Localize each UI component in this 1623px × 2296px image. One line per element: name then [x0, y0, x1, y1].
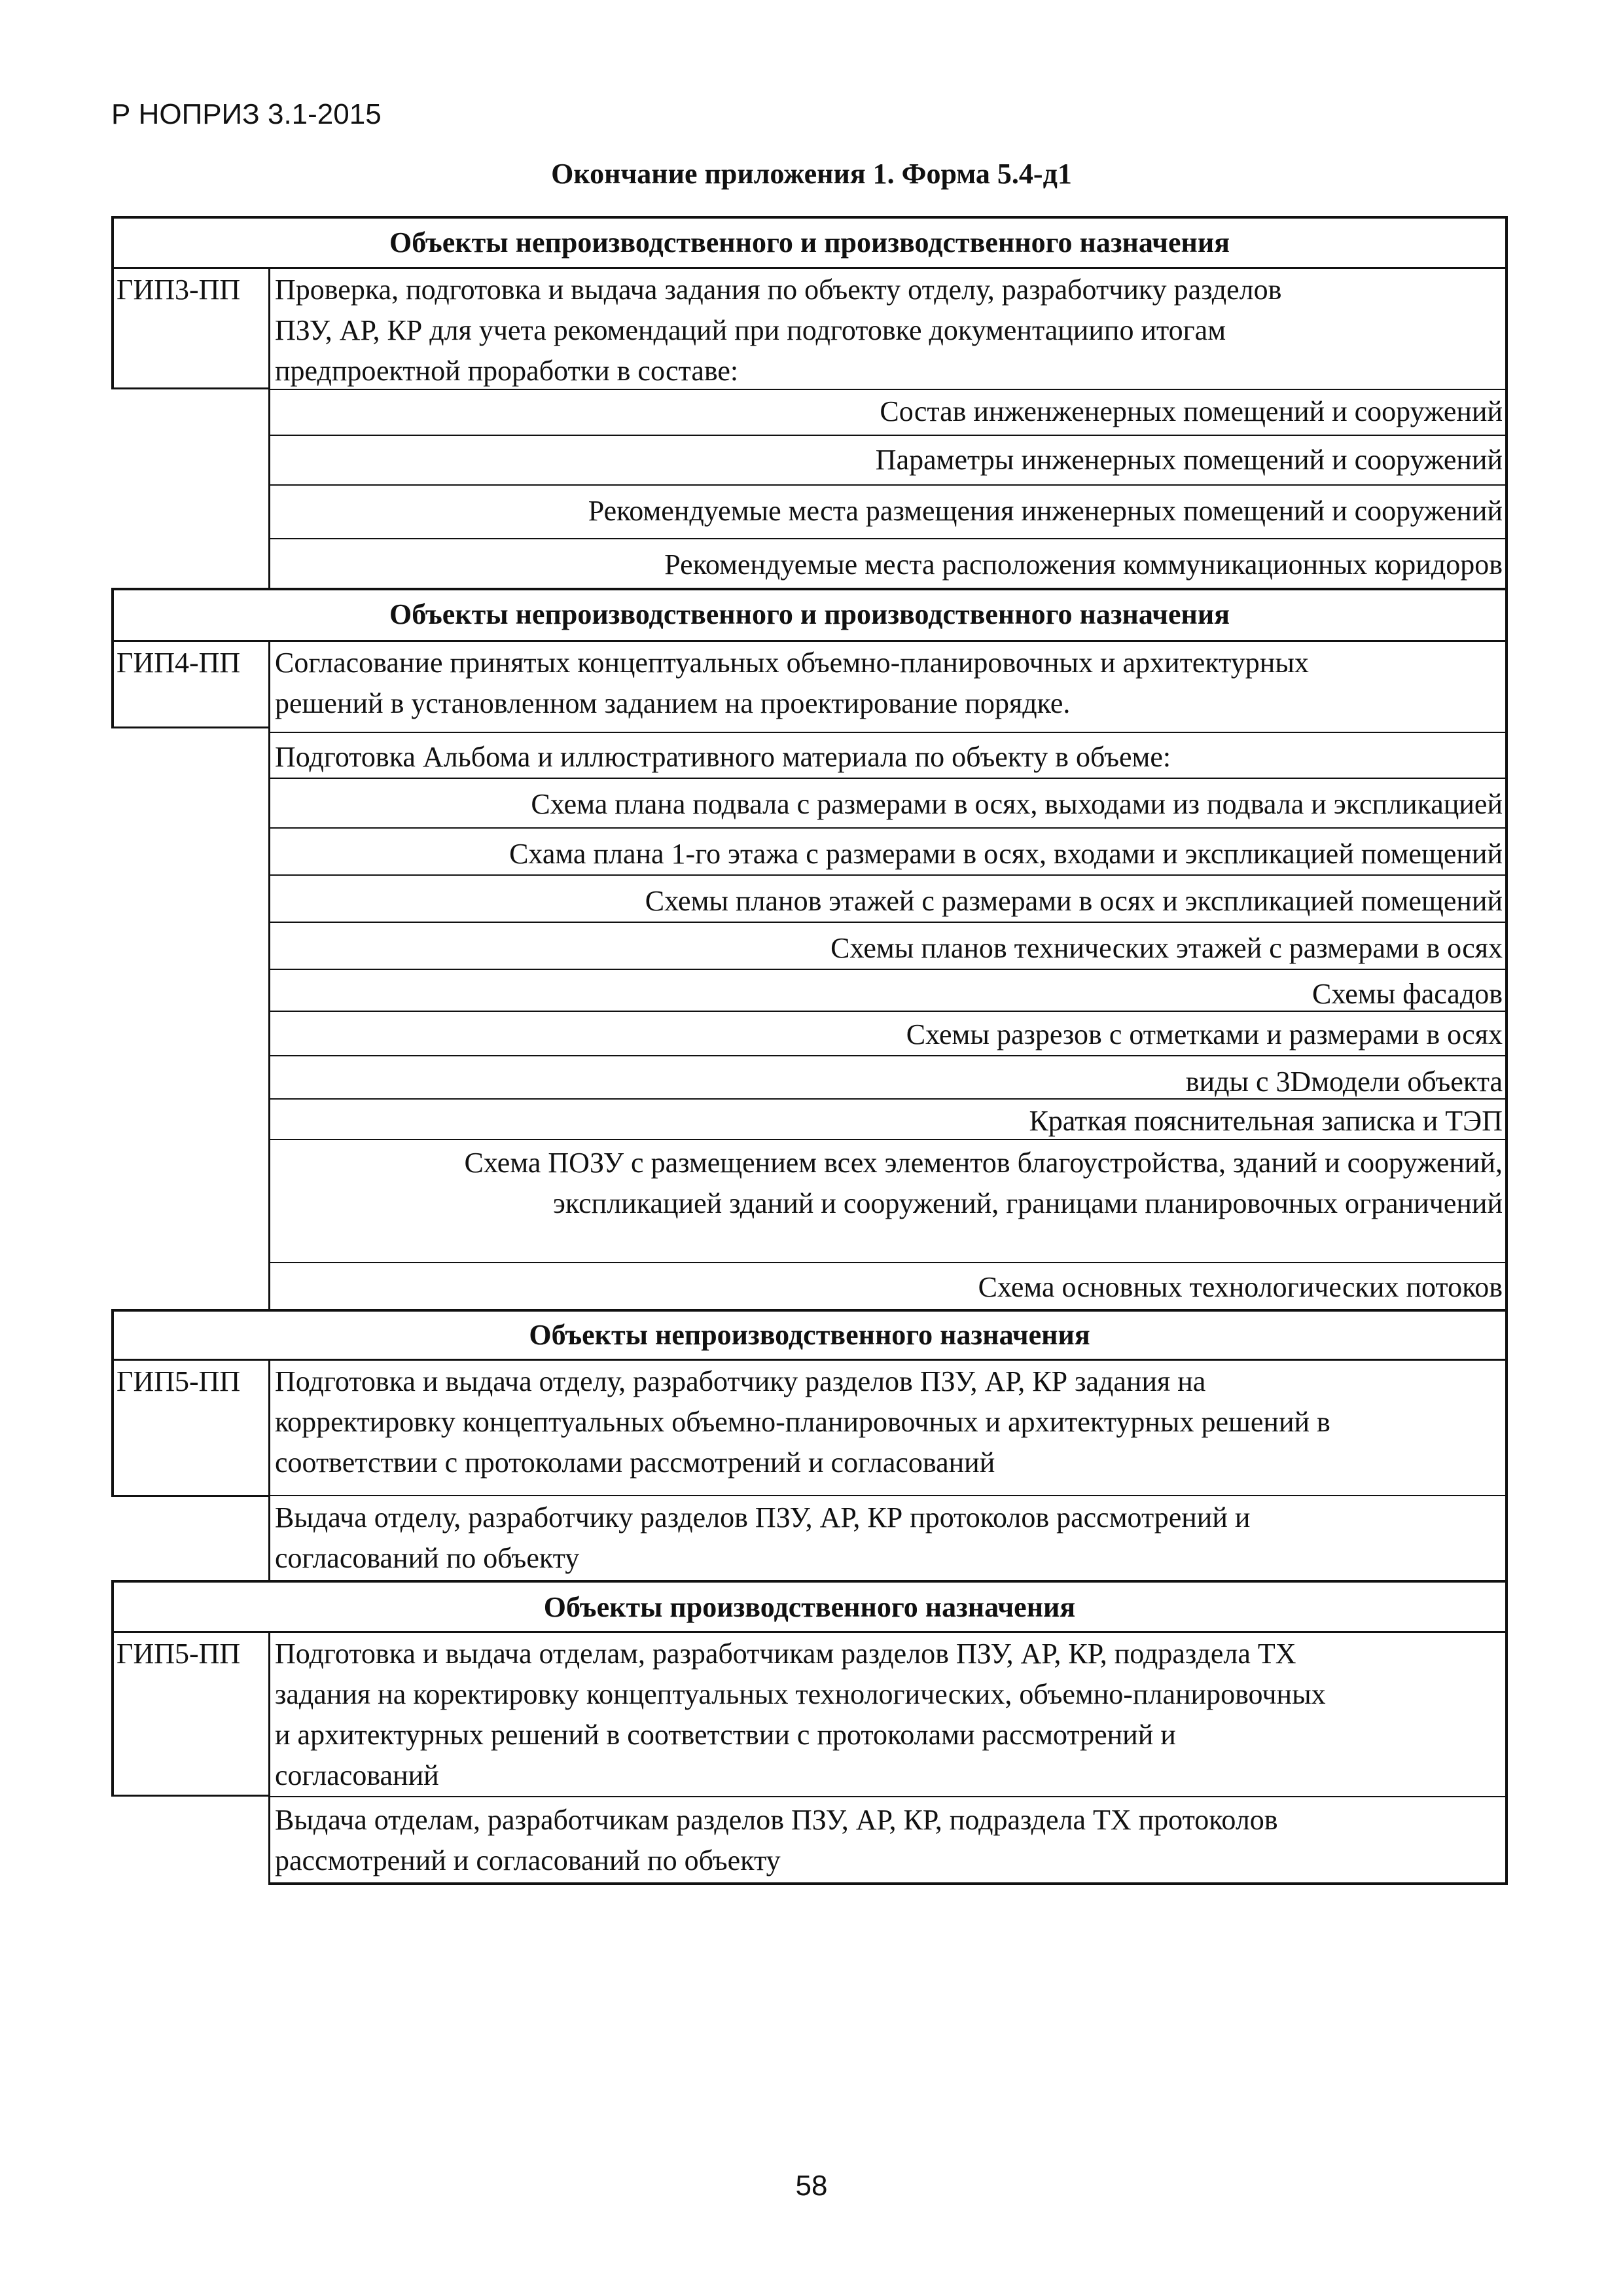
table-border	[268, 874, 1508, 876]
table-border	[111, 1795, 270, 1797]
table-border	[1505, 588, 1508, 1312]
table-border	[111, 1631, 1508, 1633]
task-text-line: Согласование принятых концептуальных объемно-планировочных и архитектурных	[275, 647, 1309, 679]
list-item: Схемы планов этажей с размерами в осях и экспликацией помещений	[645, 885, 1503, 917]
list-item: Состав инженженерных помещений и сооружений	[880, 395, 1503, 427]
album-intro: Подготовка Альбома и иллюстративного материала по объекту в объеме:	[275, 741, 1171, 773]
task-text-line: Проверка, подготовка и выдача задания по объекту отделу, разработчику разделов	[275, 274, 1282, 306]
task-text-line: соответствии с протоколами рассмотрений и согласований	[275, 1446, 995, 1479]
table-border	[111, 267, 1508, 269]
table-border	[268, 1796, 1508, 1797]
page-number: 58	[795, 2170, 828, 2202]
pozu-text-line: Схема ПОЗУ с размещением всех элементов благоустройства, зданий и сооружений,	[464, 1147, 1503, 1179]
task-text-line: решений в установленном заданием на проектирование порядке.	[275, 687, 1071, 719]
list-item: Параметры инженерных помещений и сооружений	[875, 444, 1503, 476]
table-border	[268, 827, 1508, 829]
table-border	[111, 1359, 1508, 1361]
table-border	[268, 1495, 1508, 1496]
task-text-line: корректировку концептуальных объемно-планировочных и архитектурных решений в	[275, 1406, 1330, 1438]
list-item: Краткая пояснительная записка и ТЭП	[1029, 1105, 1503, 1137]
task-text-line: согласований	[275, 1759, 439, 1791]
table-border	[111, 387, 270, 389]
table-border	[268, 435, 1508, 436]
table-border	[1505, 1309, 1508, 1581]
table-border	[268, 1882, 1508, 1885]
table-border	[268, 1359, 270, 1581]
stage-code: ГИП3-ПП	[116, 274, 241, 306]
section-header: Объекты непроизводственного назначения	[529, 1319, 1090, 1351]
task-text-line: ПЗУ, АР, КР для учета рекомендаций при подготовке документациипо итогам	[275, 314, 1226, 346]
task-text-line: и архитектурных решений в соответствии с протоколами рассмотрений и	[275, 1719, 1176, 1751]
list-item: виды с 3Dмодели объекта	[1185, 1066, 1503, 1098]
table-border	[268, 267, 270, 590]
table-border	[111, 216, 1508, 219]
task-text-line: предпроектной проработки в составе:	[275, 355, 739, 387]
list-item: Схемы планов технических этажей с размерами в осях	[830, 932, 1503, 964]
list-item: Рекомендуемые места расположения коммуникационных коридоров	[664, 548, 1503, 581]
table-border	[268, 732, 1508, 733]
stage-code: ГИП5-ПП	[116, 1365, 241, 1397]
stage-code: ГИП5-ПП	[116, 1638, 241, 1670]
issue-text-line: согласований по объекту	[275, 1542, 580, 1574]
table-border	[268, 538, 1508, 539]
table-border	[111, 216, 114, 389]
stage-code: ГИП4-ПП	[116, 647, 241, 679]
table-border	[111, 1580, 1508, 1583]
table-border	[268, 1098, 1508, 1100]
list-item: Схама плана 1-го этажа с размерами в осях, входами и экспликацией помещений	[509, 838, 1503, 870]
table-border	[268, 640, 270, 1312]
task-text-line: задания на коректировку концептуальных технологических, объемно-планировочных	[275, 1678, 1326, 1710]
document-code: Р НОПРИЗ 3.1-2015	[111, 98, 382, 130]
table-border	[268, 969, 1508, 970]
table-border	[268, 1055, 1508, 1056]
pozu-text-line: экспликацией зданий и сооружений, границами планировочных ограничений	[552, 1187, 1503, 1219]
table-border	[111, 1309, 1508, 1312]
task-text-line: Подготовка и выдача отделу, разработчику разделов ПЗУ, АР, КР задания на	[275, 1365, 1206, 1397]
task-text-line: Подготовка и выдача отделам, разработчикам разделов ПЗУ, АР, КР, подраздела ТХ	[275, 1638, 1296, 1670]
list-item: Схема плана подвала с размерами в осях, выходами из подвала и экспликацией	[531, 788, 1503, 820]
table-border	[1505, 216, 1508, 590]
section-header: Объекты производственного назначения	[543, 1591, 1076, 1623]
table-border	[268, 389, 1508, 390]
table-border	[268, 484, 1508, 486]
list-item: Схемы разрезов с отметками и размерами в осях	[906, 1018, 1503, 1050]
issue-text-line: рассмотрений и согласований по объекту	[275, 1844, 781, 1876]
table-border	[111, 1309, 114, 1496]
page-title: Окончание приложения 1. Форма 5.4-д1	[551, 158, 1072, 190]
issue-text-line: Выдача отделу, разработчику разделов ПЗУ, АР, КР протоколов рассмотрений и	[275, 1501, 1251, 1534]
table-border	[1505, 1580, 1508, 1885]
table-border	[111, 588, 1508, 590]
table-border	[268, 1139, 1508, 1140]
table-border	[268, 778, 1508, 779]
table-border	[268, 1011, 1508, 1012]
table-border	[111, 588, 114, 728]
table-border	[111, 1495, 270, 1497]
list-item: Рекомендуемые места размещения инженерных помещений и сооружений	[588, 495, 1503, 527]
table-border	[111, 1580, 114, 1796]
table-border	[268, 922, 1508, 923]
list-item: Схемы фасадов	[1312, 978, 1503, 1010]
list-item: Схема основных технологических потоков	[978, 1271, 1503, 1303]
section-header: Объекты непроизводственного и производственного назначения	[389, 226, 1230, 259]
table-border	[111, 726, 270, 728]
table-border	[268, 1631, 270, 1885]
table-border	[268, 1262, 1508, 1263]
issue-text-line: Выдача отделам, разработчикам разделов ПЗУ, АР, КР, подраздела ТХ протоколов	[275, 1804, 1278, 1836]
section-header: Объекты непроизводственного и производственного назначения	[389, 598, 1230, 630]
table-border	[111, 640, 1508, 642]
